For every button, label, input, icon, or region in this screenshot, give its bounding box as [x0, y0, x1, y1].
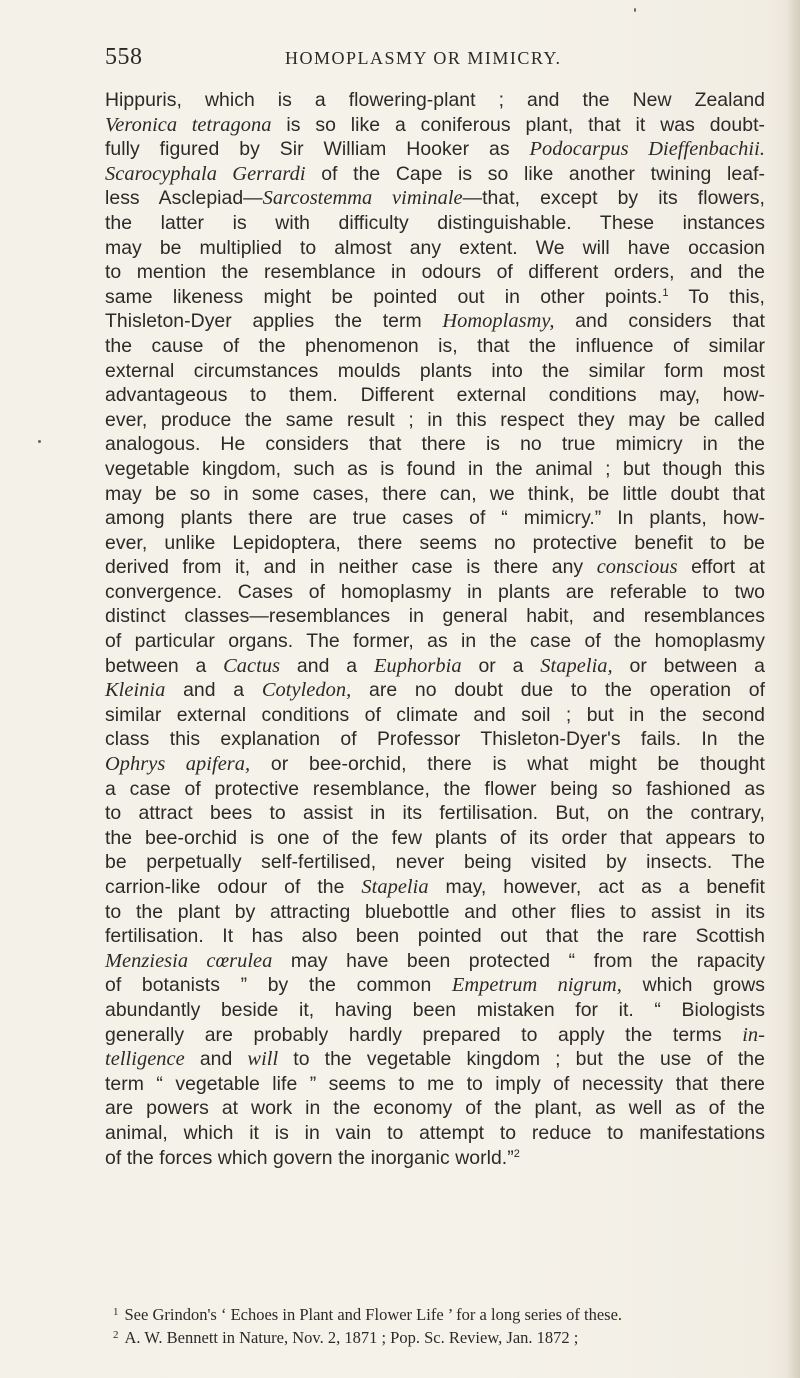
text-line — [105, 162, 765, 187]
italic-term: in- — [742, 1023, 765, 1046]
text-line — [105, 88, 765, 113]
footnote-mark: 2 — [113, 1329, 119, 1341]
text-run: may, however, act as a benefit — [428, 876, 765, 898]
body-text — [105, 88, 765, 1170]
text-line — [105, 629, 765, 654]
text-line — [105, 359, 765, 384]
footnote — [105, 1325, 765, 1348]
text-line — [105, 949, 765, 974]
italic-term: Podocarpus Dieffenbachii. — [529, 138, 765, 161]
text-line — [105, 432, 765, 457]
text-run: less Asclepiad— — [105, 187, 263, 210]
text-line — [105, 875, 765, 900]
text-run: effort at — [677, 556, 765, 579]
running-head: HOMOPLASMY OR MIMICRY. — [285, 48, 562, 68]
text-run: abundantly beside it, having been mistaken for it. “ Biologists — [105, 998, 765, 1021]
footnote-mark: 1 — [113, 1306, 119, 1318]
text-line — [105, 457, 765, 482]
text-run: or between a — [612, 654, 765, 677]
text-line — [105, 703, 765, 728]
text-run: term “ vegetable life ” seems to me to imply of necessity that there — [105, 1072, 765, 1095]
text-line — [105, 236, 765, 261]
text-line — [105, 924, 765, 949]
text-line — [105, 1023, 765, 1048]
italic-term: Menziesia cœrulea — [105, 949, 273, 972]
italic-term: Cotyledon, — [261, 679, 352, 702]
text-line — [105, 900, 765, 925]
text-line — [105, 1121, 765, 1146]
text-run: ever, unlike Lepidoptera, there seems no protective benefit to be — [105, 531, 765, 554]
text-run: is so like a coniferous plant, that it was doubt- — [271, 113, 766, 136]
text-run: fully figured by Sir William Hooker as — [105, 138, 530, 161]
text-run: and a — [280, 654, 374, 677]
italic-term: Homoplasmy, — [442, 310, 555, 333]
text-line — [105, 260, 765, 285]
text-run: to the vegetable kingdom ; but the use of the — [278, 1048, 765, 1071]
italic-term: Sarcostemma viminale — [262, 187, 463, 210]
paper-speck — [634, 8, 636, 12]
footnote — [105, 1302, 765, 1325]
text-run: vegetable kingdom, such as is found in the animal ; but though this — [105, 457, 765, 480]
text-run: generally are probably hardly prepared to apply the terms — [105, 1023, 743, 1046]
text-run: and considers that — [554, 310, 765, 333]
text-line — [105, 580, 765, 605]
text-line — [105, 1072, 765, 1097]
text-run: among plants there are true cases of “ mimicry.” In plants, how- — [105, 507, 765, 530]
text-run: external circumstances moulds plants into the similar form most — [105, 359, 765, 382]
text-run: are no doubt due to the operation of — [351, 679, 766, 702]
italic-term: Ophrys apifera, — [105, 753, 251, 776]
italic-term: Cactus — [223, 654, 281, 677]
text-run: to the plant by attracting bluebottle and other flies to assist in its — [105, 900, 765, 923]
text-line — [105, 555, 765, 580]
text-run: may have been protected “ from the rapacity — [272, 949, 765, 972]
text-run: fertilisation. It has also been pointed out that the rare Scottish — [105, 925, 765, 948]
text-line — [105, 137, 765, 162]
text-run: —that, except by its flowers, — [462, 187, 765, 210]
text-run: the cause of the phenomenon is, that the influence of similar — [105, 334, 765, 357]
text-run: be perpetually self-fertilised, never being visited by insects. The — [105, 851, 765, 874]
italic-term: telligence — [105, 1048, 185, 1071]
text-run: carrion-like odour of the — [105, 876, 362, 898]
text-line — [105, 211, 765, 236]
text-line — [105, 1047, 765, 1072]
text-line — [105, 727, 765, 752]
text-run: and a — [165, 679, 262, 702]
text-run: derived from it, and in neither case is there any — [105, 556, 597, 579]
italic-term: Veronica tetragona — [105, 113, 272, 136]
text-run: which grows — [621, 974, 765, 997]
text-run: Thisleton-Dyer applies the term — [105, 310, 443, 333]
text-line — [105, 531, 765, 556]
italic-term: Kleinia — [105, 679, 166, 702]
text-run: same likeness might be pointed out in other points. — [105, 285, 663, 308]
text-run: of the Cape is so like another twining leaf- — [305, 162, 765, 185]
text-run: or a — [461, 654, 541, 677]
text-run: class this explanation of Professor Thisleton-Dyer's fails. In the — [105, 728, 765, 751]
text-line — [105, 752, 765, 777]
italic-term: will — [247, 1048, 279, 1071]
text-line — [105, 604, 765, 629]
footnote-text: A. W. Bennett in Nature, Nov. 2, 1871 ; Pop. Sc. Review, Jan. 1872 ; — [124, 1328, 579, 1347]
text-line — [105, 1096, 765, 1121]
text-line — [105, 654, 765, 679]
paper-speck — [38, 440, 41, 443]
text-line — [105, 801, 765, 826]
text-run: similar external conditions of climate and soil ; but in the second — [105, 703, 765, 726]
text-line — [105, 285, 765, 310]
text-run: advantageous to them. Different external conditions may, how- — [105, 384, 765, 407]
italic-term: Euphorbia — [373, 654, 462, 677]
text-run: between a — [105, 654, 224, 677]
text-line — [105, 482, 765, 507]
italic-term: Scarocyphala Gerrardi — [105, 162, 306, 185]
text-line — [105, 973, 765, 998]
text-line — [105, 826, 765, 851]
text-run: a case of protective resemblance, the flower being so fashioned as — [105, 777, 765, 800]
text-run: to mention the resemblance in odours of different orders, and the — [105, 261, 765, 284]
text-run: the bee-orchid is one of the few plants of its order that appears to — [105, 826, 765, 849]
footnote-reference: 1 — [662, 286, 669, 299]
text-run: To this, — [668, 285, 765, 308]
text-line — [105, 383, 765, 408]
text-line — [105, 1146, 765, 1171]
text-line — [105, 408, 765, 433]
text-run: convergence. Cases of homoplasmy in plants are referable to two — [105, 580, 765, 603]
text-run: may be so in some cases, there can, we think, be little doubt that — [105, 482, 765, 505]
text-run: and — [184, 1048, 248, 1071]
text-run: animal, which it is in vain to attempt to reduce to manifestations — [105, 1121, 765, 1144]
footnote-reference: 2 — [513, 1147, 520, 1160]
footnote-text: See Grindon's ‘ Echoes in Plant and Flower Life ’ for a long series of these. — [124, 1305, 623, 1324]
footnotes — [105, 1302, 765, 1348]
text-line — [105, 309, 765, 334]
text-run: the latter is with difficulty distinguishable. These instances — [105, 211, 765, 234]
text-run: may be multiplied to almost any extent. We will have occasion — [105, 236, 765, 259]
text-line — [105, 506, 765, 531]
text-run: are powers at work in the economy of the plant, as well as of the — [105, 1097, 765, 1120]
page-number: 558 — [105, 44, 143, 70]
page-edge-shadow — [786, 0, 800, 1378]
text-run: of botanists ” by the common — [105, 974, 452, 997]
italic-term: Stapelia, — [540, 654, 613, 677]
italic-term: conscious — [596, 556, 678, 579]
text-run: distinct classes—resemblances in general habit, and resemblances — [105, 605, 765, 628]
text-run: of particular organs. The former, as in the case of the homoplasmy — [105, 630, 765, 653]
text-line — [105, 334, 765, 359]
text-line — [105, 998, 765, 1023]
text-run: or bee-orchid, there is what might be thought — [250, 753, 765, 776]
italic-term: Stapelia — [361, 876, 429, 898]
text-run: Hippuris, which is a flowering-plant ; and the New Zealand — [105, 89, 765, 111]
page-header — [105, 44, 765, 74]
text-run: to attract bees to assist in its fertilisation. But, on the contrary, — [105, 802, 765, 825]
text-line — [105, 186, 765, 211]
text-run: of the forces which govern the inorganic world.” — [105, 1146, 514, 1169]
text-line — [105, 113, 765, 138]
italic-term: Empetrum nigrum, — [451, 974, 622, 997]
text-line — [105, 850, 765, 875]
text-run: ever, produce the same result ; in this respect they may be called — [105, 408, 765, 431]
text-line — [105, 678, 765, 703]
text-run: analogous. He considers that there is no true mimicry in the — [105, 433, 765, 456]
text-line — [105, 777, 765, 802]
